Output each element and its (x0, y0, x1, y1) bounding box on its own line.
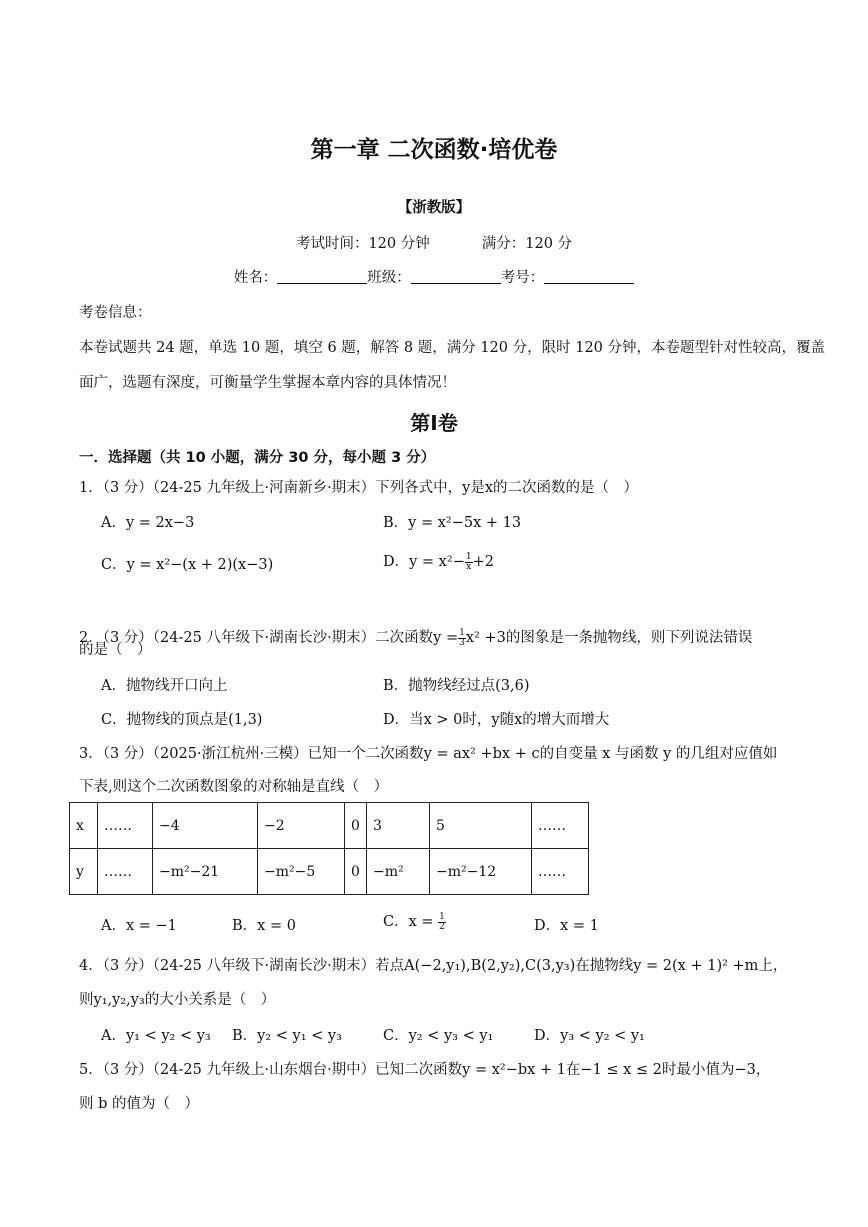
q2-stem-post: x² +3的图象是一条抛物线，则下列说法错误 (465, 630, 753, 646)
q3-option-b[interactable]: B．x = 0 (232, 918, 296, 934)
q3-stem: 3．（3 分）（2025·浙江杭州·三模）已知一个二次函数y = ax² +bx + c的自变量 x 与函数 y 的几组对应值如 (79, 746, 778, 762)
table-row-y (70, 849, 589, 895)
info-heading: 考卷信息： (79, 305, 152, 321)
q2-option-c[interactable]: C．抛物线的顶点是(1,3) (101, 712, 263, 728)
fraction-denominator: 3 (459, 637, 465, 648)
q1-stem: 1．（3 分）（24-25 九年级上·河南新乡·期末）下列各式中，y是x的二次函数的是（ ） (79, 480, 639, 496)
q3-option-c-pre: C．x = (383, 914, 434, 930)
table-cell: 0 (345, 849, 367, 895)
table-cell: 3 (367, 803, 430, 849)
exam-time: 考试时间：120 分钟 (295, 236, 430, 252)
table-cell: −m²−5 (258, 849, 345, 895)
table-row-x (70, 803, 589, 849)
table-cell: 5 (430, 803, 532, 849)
name-blank[interactable] (277, 269, 367, 284)
table-cell: …… (532, 803, 589, 849)
volume-title: 第Ⅰ卷 (410, 411, 458, 435)
q3-stem-line2: 下表,则这个二次函数图象的对称轴是直线（ ） (79, 779, 389, 795)
q4-stem-line2: 则y₁,y₂,y₃的大小关系是（ ） (79, 992, 276, 1008)
q4-option-d[interactable]: D．y₃ < y₂ < y₁ (534, 1028, 645, 1044)
q3-option-c-fraction (438, 913, 446, 932)
class-label: 班级： (367, 270, 411, 286)
table-cell: −4 (153, 803, 258, 849)
q2-stem (79, 626, 752, 648)
edition-label: 【浙教版】 (397, 200, 471, 216)
q1-option-b[interactable]: B．y = x²−5x + 13 (383, 515, 522, 531)
table-cell: y (70, 849, 98, 895)
q4-option-c[interactable]: C．y₂ < y₃ < y₁ (383, 1028, 494, 1044)
q1-option-d-fraction (465, 553, 473, 572)
q1-option-d-post: +2 (472, 554, 494, 570)
q2-option-d[interactable]: D．当x > 0时，y随x的增大而增大 (383, 712, 610, 728)
q1-option-c[interactable]: C．y = x²−(x + 2)(x−3) (101, 557, 274, 573)
table-cell: −m²−12 (430, 849, 532, 895)
table-cell: …… (532, 849, 589, 895)
fraction-numerator: 1 (459, 627, 465, 638)
q3-option-d[interactable]: D．x = 1 (534, 918, 599, 934)
table-cell: −m² (367, 849, 430, 895)
q3-option-a[interactable]: A．x = −1 (101, 918, 177, 934)
fraction-numerator: 1 (465, 551, 472, 562)
q4-stem: 4．（3 分）（24-25 八年级下·湖南长沙·期末）若点A(−2,y₁),B(2,y₂),C(3,y₃)在抛物线y = 2(x + 1)² +m上， (79, 958, 788, 974)
info-line-1: 本卷试题共 24 题，单选 10 题，填空 6 题，解答 8 题，满分 120 分，限时 120 分钟，本卷题型针对性较高，覆盖 (79, 340, 826, 356)
table-cell: …… (98, 849, 153, 895)
document-title: 第一章 二次函数·培优卷 (310, 137, 558, 163)
number-label: 考号： (500, 270, 545, 286)
q4-option-b[interactable]: B．y₂ < y₁ < y₃ (232, 1028, 342, 1044)
number-blank[interactable] (544, 269, 634, 284)
student-info-line (0, 266, 868, 287)
q2-stem-line2: 的是（ ） (79, 642, 152, 658)
q1-option-d-pre: D．y = x²− (383, 554, 465, 570)
q2-stem-fraction (458, 629, 466, 648)
q2-option-a[interactable]: A．抛物线开口向上 (101, 678, 228, 694)
q5-stem-line2: 则 b 的值为（ ） (79, 1096, 199, 1112)
fraction-denominator: x (466, 561, 472, 572)
q2-stem-pre: 2．（3 分）（24-25 八年级下·湖南长沙·期末）二次函数y = (79, 630, 459, 646)
table-cell: 0 (345, 803, 367, 849)
class-blank[interactable] (411, 269, 501, 284)
exam-meta (0, 232, 868, 253)
fraction-denominator: 2 (439, 921, 445, 932)
table-cell: …… (98, 803, 153, 849)
q1-option-d[interactable] (383, 550, 494, 572)
q1-option-a[interactable]: A．y = 2x−3 (101, 515, 195, 531)
q4-option-a[interactable]: A．y₁ < y₂ < y₃ (101, 1028, 211, 1044)
fraction-numerator: 1 (439, 911, 445, 922)
q2-option-b[interactable]: B．抛物线经过点(3,6) (383, 678, 530, 694)
q5-stem: 5．（3 分）（24-25 九年级上·山东烟台·期中）已知二次函数y = x²−bx + 1在−1 ≤ x ≤ 2时最小值为−3， (79, 1062, 771, 1078)
q3-option-c[interactable] (383, 910, 446, 932)
info-line-2: 面广，选题有深度，可衡量学生掌握本章内容的具体情况！ (79, 375, 456, 391)
name-label: 姓名： (233, 270, 278, 286)
table-cell: −2 (258, 803, 345, 849)
section-heading: 一．选择题（共 10 小题，满分 30 分，每小题 3 分） (79, 450, 436, 466)
full-score: 满分：120 分 (481, 236, 573, 252)
table-cell: −m²−21 (153, 849, 258, 895)
q3-value-table (69, 802, 589, 895)
table-cell: x (70, 803, 98, 849)
